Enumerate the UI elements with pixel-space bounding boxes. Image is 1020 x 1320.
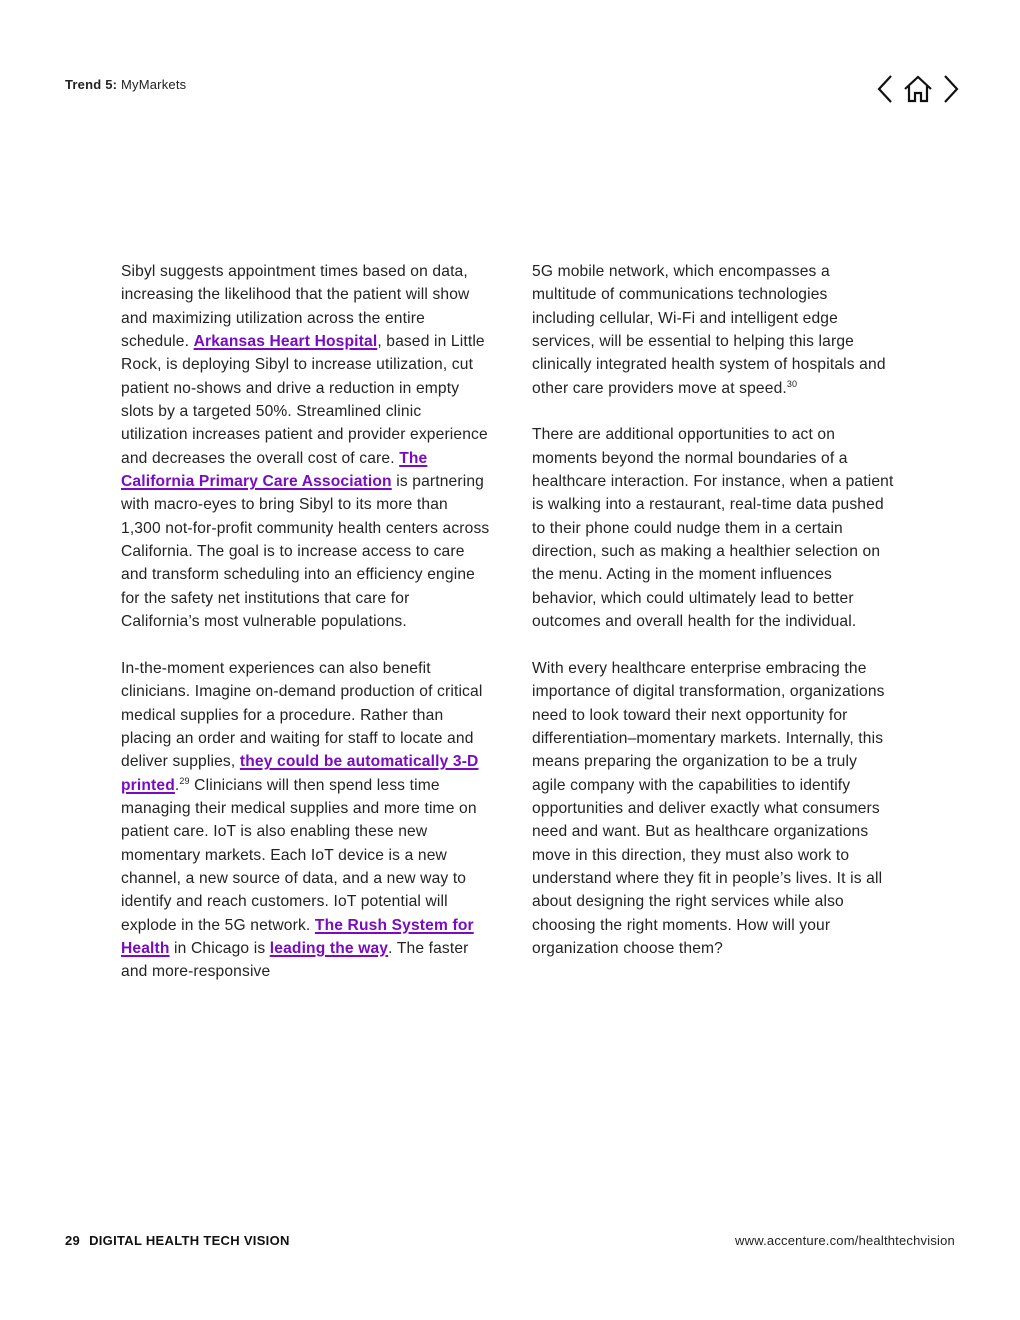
left-column — [121, 260, 491, 984]
paragraph: With every healthcare enterprise embracing the importance of digital transformation, organizations need to look toward their next opportunity for differentiation–momentary markets. Internally, this means preparing the organization to be a truly agile company with the capabilities to identify opportunities and deliver exactly what consumers need and want. But as healthcare organizations move in this direction, they must also work to understand where they fit in people’s lives. It is all about designing the right services while also choosing the right moments. How will your organization choose them? — [532, 659, 885, 957]
next-page-button[interactable] — [938, 73, 964, 105]
body-text: Sibyl suggests appointment times based on data, increasing the likelihood that the patient will show and maximizing utilization across the entire schedule. — [121, 263, 470, 351]
body-text: Clinicians will then spend less time managing their medical supplies and more time on patient care. IoT is also enabling these new momentary markets. Each IoT device is a new channel, a new source of data, and a new way to identify and reach customers. IoT potential will explode in the 5G network. — [121, 776, 477, 934]
footnote-reference[interactable]: 30 — [786, 378, 798, 389]
body-text: In-the-moment experiences can also benefit clinicians. Imagine on-demand production of critical medical supplies for a procedure. Rather than placing an order and waiting for staff to locate and deliver supplies, — [121, 659, 483, 771]
footnote-reference[interactable]: 29 — [179, 775, 190, 786]
chevron-left-icon — [876, 74, 894, 104]
page-number: 29 — [65, 1233, 81, 1248]
footer-url[interactable]: www.accenture.com/healthtechvision — [735, 1233, 955, 1248]
link-3d-printed[interactable]: they could be automatically 3-D printed — [121, 753, 479, 794]
home-button[interactable] — [902, 73, 934, 105]
chevron-right-icon — [942, 74, 960, 104]
body-text: . The faster and more-responsive — [121, 939, 469, 981]
link-arkansas-heart-hospital[interactable]: Arkansas Heart Hospital — [193, 333, 378, 351]
page-navigation — [872, 72, 964, 106]
trend-name: MyMarkets — [120, 77, 187, 92]
paragraph — [532, 260, 894, 400]
body-text: is partnering with macro-eyes to bring Sibyl to its more than 1,300 not-for-profit community health centers across California. The goal is to increase access to care and transform scheduling into an efficiency engine for the safety net institutions that care for California’s most vulnerable populations. — [121, 473, 490, 631]
link-rush-system-for-health[interactable]: The Rush System for Health — [121, 916, 474, 957]
body-text: . — [174, 776, 180, 794]
link-california-primary-care-association[interactable]: The California Primary Care Association — [121, 449, 428, 491]
paragraph — [121, 260, 491, 634]
previous-page-button[interactable] — [872, 73, 898, 105]
link-leading-the-way[interactable]: leading the way — [269, 939, 389, 957]
home-icon — [903, 75, 933, 103]
paragraph: There are additional opportunities to act on moments beyond the normal boundaries of a healthcare interaction. For instance, when a patient is walking into a restaurant, real-time data pushed to their phone could nudge them in a certain direction, such as making a healthier selection on the menu. Acting in the moment influences behavior, which could ultimately lead to better outcomes and overall health for the individual. — [532, 426, 894, 631]
publication-title: DIGITAL HEALTH TECH VISION — [89, 1233, 290, 1248]
body-text: , based in Little Rock, is deploying Sibyl to increase utilization, cut patient no-shows and drive a reduction in empty slots by a targeted 50%. Streamlined clinic utilization increases patient and provider experience and decreases the overall cost of care. — [121, 333, 488, 467]
paragraph — [121, 657, 491, 984]
body-text: 5G mobile network, which encompasses a multitude of communications technologies including cellular, Wi-Fi and intelligent edge services, will be essential to helping this large clinically integrated health system of hospitals and other care providers move at speed. — [532, 263, 886, 397]
footer-publication — [65, 1233, 290, 1248]
right-column — [532, 260, 894, 960]
section-header — [65, 77, 186, 92]
trend-number: Trend 5: — [65, 77, 118, 92]
body-text: in Chicago is — [169, 939, 270, 957]
